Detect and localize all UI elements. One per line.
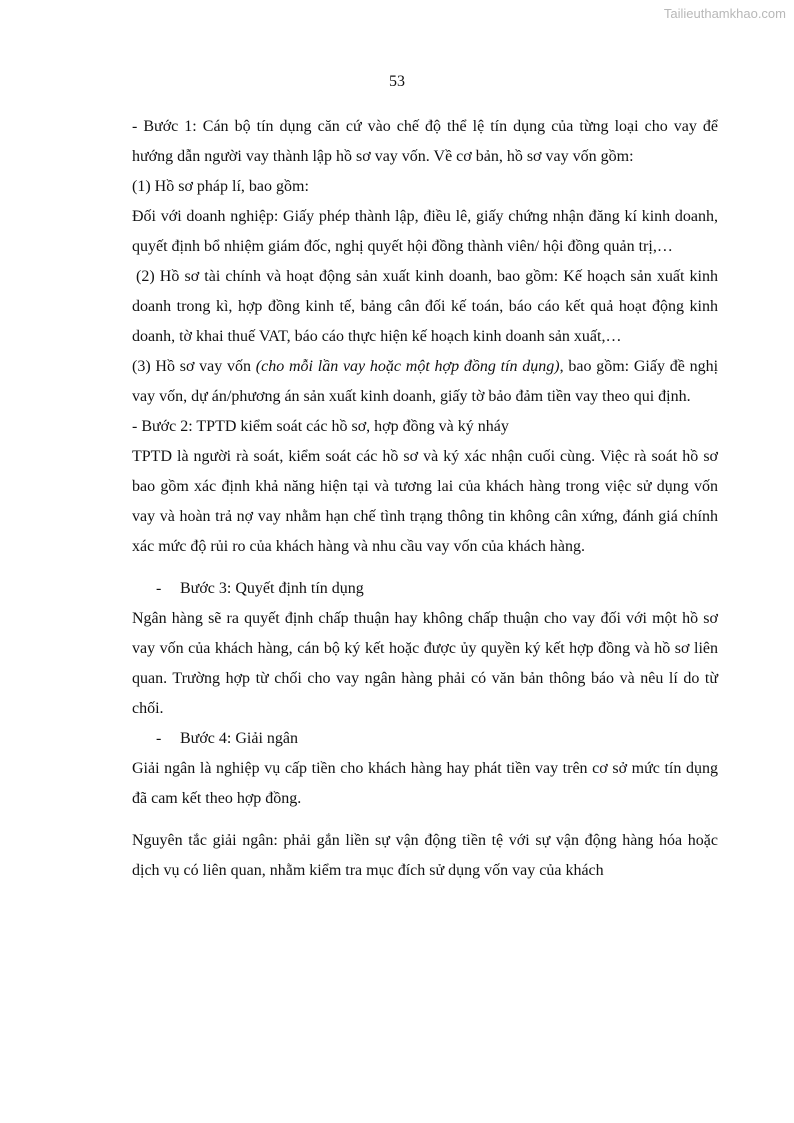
loan-docs-italic-note: (cho mỗi lần vay hoặc một hợp đồng tín dụng) <box>255 358 560 375</box>
bullet-step3-label: Bước 3: Quyết định tín dụng <box>180 580 364 597</box>
bullet-dash: - <box>156 580 162 597</box>
paragraph-disbursement-principle: Nguyên tắc giải ngân: phải gắn liền sự vận động tiền tệ với sự vận động hàng hóa hoặc dịch vụ có liên quan, nhằm kiểm tra mục đích sử dụng vốn vay của khách <box>132 832 718 879</box>
paragraph-loan-docs <box>132 352 718 412</box>
paragraph-legal-docs-heading: (1) Hồ sơ pháp lí, bao gồm: <box>132 178 309 195</box>
bullet-step4 <box>132 724 718 754</box>
paragraph-step2-detail: TPTD là người rà soát, kiểm soát các hồ sơ và ký xác nhận cuối cùng. Việc rà soát hồ sơ bao gồm xác định khả năng hiện tại và tương lai của khách hàng trong việc sử dụng vốn vay và hoàn trả nợ vay nhằm hạn chế tình trạng thông tin không cân xứng, đánh giá chính xác mức độ rủi ro của khách hàng và nhu cầu vay vốn của khách hàng. <box>132 448 718 555</box>
loan-docs-text-end: , bao gồm: Giấy đề nghị vay vốn, dự án/phương án sản xuất kinh doanh, giấy tờ bảo đảm tiền vay theo qui định. <box>132 358 719 405</box>
bullet-dash: - <box>156 730 162 747</box>
spacer <box>132 814 718 826</box>
paragraph-step4-detail: Giải ngân là nghiệp vụ cấp tiền cho khách hàng hay phát tiền vay trên cơ sở mức tín dụng đã cam kết theo hợp đồng. <box>132 760 718 807</box>
paragraph-financial-docs: (2) Hồ sơ tài chính và hoạt động sản xuất kinh doanh, bao gồm: Kế hoạch sản xuất kinh doanh trong kì, hợp đồng kinh tế, bảng cân đối kế toán, báo cáo kết quả hoạt động kinh doanh, tờ khai thuế VAT, báo cáo thực hiện kế hoạch kinh doanh sản xuất,… <box>132 268 718 345</box>
bullet-step4-label: Bước 4: Giải ngân <box>180 730 298 747</box>
loan-docs-text-start: (3) Hồ sơ vay vốn <box>132 358 256 375</box>
watermark: Tailieuthamkhao.com <box>663 6 786 21</box>
bullet-step3 <box>132 574 718 604</box>
page-number: 53 <box>389 73 405 90</box>
spacer <box>132 562 718 574</box>
paragraph-legal-docs: Đối với doanh nghiệp: Giấy phép thành lập, điều lê, giấy chứng nhận đăng kí kinh doanh, quyết định bổ nhiệm giám đốc, nghị quyết hội đồng thành viên/ hội đồng quản trị,… <box>132 208 718 255</box>
document-body <box>132 112 718 886</box>
paragraph-step2: - Bước 2: TPTD kiểm soát các hồ sơ, hợp đồng và ký nháy <box>132 418 509 435</box>
paragraph-step1: - Bước 1: Cán bộ tín dụng căn cứ vào chế độ thể lệ tín dụng của từng loại cho vay để hướng dẫn người vay thành lập hồ sơ vay vốn. Về cơ bản, hồ sơ vay vốn gồm: <box>132 118 718 165</box>
paragraph-step3-detail: Ngân hàng sẽ ra quyết định chấp thuận hay không chấp thuận cho vay đối với một hồ sơ vay vốn của khách hàng, cán bộ ký kết hoặc được ủy quyền ký kết hợp đồng và hồ sơ liên quan. Trường hợp từ chối cho vay ngân hàng phải có văn bản thông báo và nêu lí do từ chối. <box>132 610 718 717</box>
